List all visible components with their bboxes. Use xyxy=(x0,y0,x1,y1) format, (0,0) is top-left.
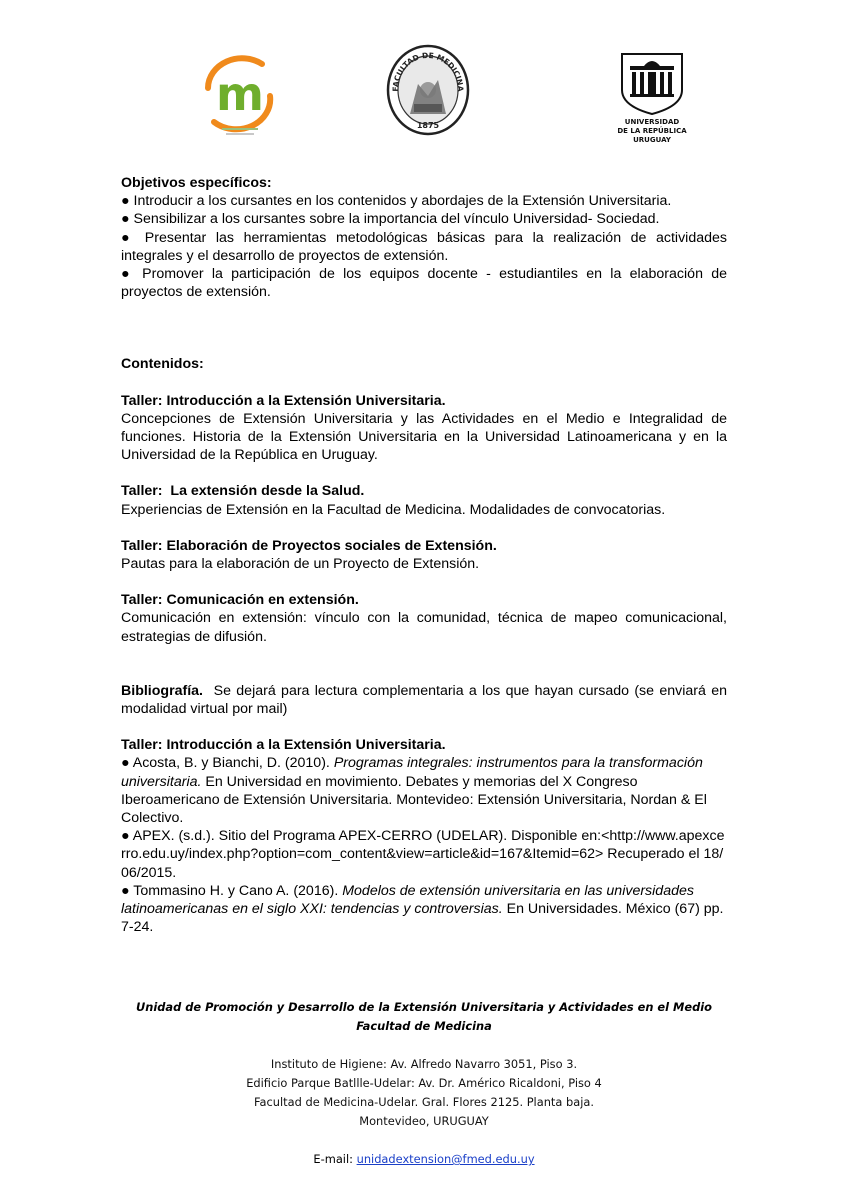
taller-body: Concepciones de Extensión Universitaria y las Actividades en el Medio e Integralidad de funciones. Historia de la Extensión Universitaria en la Universidad Latinoamericana y en la Universidad de la República en Uruguay. xyxy=(121,410,727,464)
taller-title: Taller: Introducción a la Extensión Universitaria. xyxy=(121,392,446,409)
unit-logo-letter: m xyxy=(216,67,264,121)
bibliografia-ref: ● APEX. (s.d.). Sitio del Programa APEX-CERRO (UDELAR). Disponible en:<http://www.apexcerro.edu.uy/index.php?option=com_content&view=article&id=167&Itemid=62> Recuperado el 18/06/2015. xyxy=(121,828,725,881)
footer-faculty: Facultad de Medicina xyxy=(356,1019,492,1033)
document-body xyxy=(121,174,731,937)
taller-title: Taller: La extensión desde la Salud. xyxy=(121,483,365,500)
taller-title: Taller: Elaboración de Proyectos sociales de Extensión. xyxy=(121,537,497,554)
taller-body: Pautas para la elaboración de un Proyecto de Extensión. xyxy=(121,556,480,573)
footer-unit-name: Unidad de Promoción y Desarrollo de la Extensión Universitaria y Actividades en el Medio xyxy=(136,1000,712,1014)
footer-address-line: Montevideo, URUGUAY xyxy=(359,1114,489,1128)
objetivo-item: ● Introducir a los cursantes en los contenidos y abordajes de la Extensión Universitaria. xyxy=(121,193,672,210)
footer xyxy=(0,998,848,1169)
bibliografia-heading: Bibliografía. xyxy=(121,682,203,699)
unit-logo xyxy=(200,50,280,140)
bibliografia-paragraph xyxy=(121,682,731,718)
facultad-seal xyxy=(386,44,470,136)
objetivos-heading: Objetivos específicos: xyxy=(121,175,272,191)
seal-text: FACULTAD DE MEDICINA xyxy=(390,50,466,92)
bibliografia-ref: ● Tommasino H. y Cano A. (2016). Modelos de extensión universitaria en las universidades latinoamericanas en el siglo XXI: tendencias y controversias. En Universidades. México (67) pp. 7-24. xyxy=(121,882,724,936)
taller-body: Experiencias de Extensión en la Facultad de Medicina. Modalidades de convocatorias. xyxy=(121,501,666,518)
contenidos-heading: Contenidos: xyxy=(121,356,204,373)
udelar-line-3: URUGUAY xyxy=(633,136,671,144)
taller-title: Taller: Comunicación en extensión. xyxy=(121,592,359,609)
objetivo-item: ● Sensibilizar a los cursantes sobre la importancia del vínculo Universidad- Sociedad. xyxy=(121,211,660,228)
footer-address-line: Edificio Parque Batllle-Udelar: Av. Dr. Américo Ricaldoni, Piso 4 xyxy=(246,1076,602,1090)
footer-address-line: Facultad de Medicina-Udelar. Gral. Flores 2125. Planta baja. xyxy=(254,1095,594,1109)
taller-body: Comunicación en extensión: vínculo con la comunidad, técnica de mapeo comunicacional, estrategias de difusión. xyxy=(121,610,727,645)
bibliografia-taller-title: Taller: Introducción a la Extensión Universitaria. xyxy=(121,737,446,754)
footer-address-line: Instituto de Higiene: Av. Alfredo Navarro 3051, Piso 3. xyxy=(270,1057,578,1071)
header-logos xyxy=(0,40,848,144)
seal-year: 1875 xyxy=(416,121,440,130)
udelar-line-2: DE LA REPÚBLICA xyxy=(617,127,687,135)
footer-email-link[interactable]: unidadextension@fmed.edu.uy xyxy=(356,1152,535,1166)
bibliografia-ref: ● Acosta, B. y Bianchi, D. (2010). Programas integrales: instrumentos para la transformación universitaria. En Universidad en movimiento. Debates y memorias del X Congreso Iberoamericano de Extensión Universitaria. Montevideo: Extensión Universitaria, Nordan & El Colectivo. xyxy=(121,755,707,827)
footer-email-label: E-mail: xyxy=(313,1152,357,1166)
objetivo-item: ● Presentar las herramientas metodológicas básicas para la realización de actividades integrales y el desarrollo de proyectos de extensión. xyxy=(121,229,727,264)
udelar-line-1: UNIVERSIDAD xyxy=(624,118,680,126)
udelar-logo xyxy=(612,50,692,146)
bibliografia-intro: Se dejará para lectura complementaria a los que hayan cursado (se enviará en modalidad virtual por mail) xyxy=(121,682,731,718)
objetivo-item: ● Promover la participación de los equipos docente - estudiantiles en la elaboración de proyectos de extensión. xyxy=(121,266,727,301)
footer-email-line xyxy=(0,1150,848,1169)
